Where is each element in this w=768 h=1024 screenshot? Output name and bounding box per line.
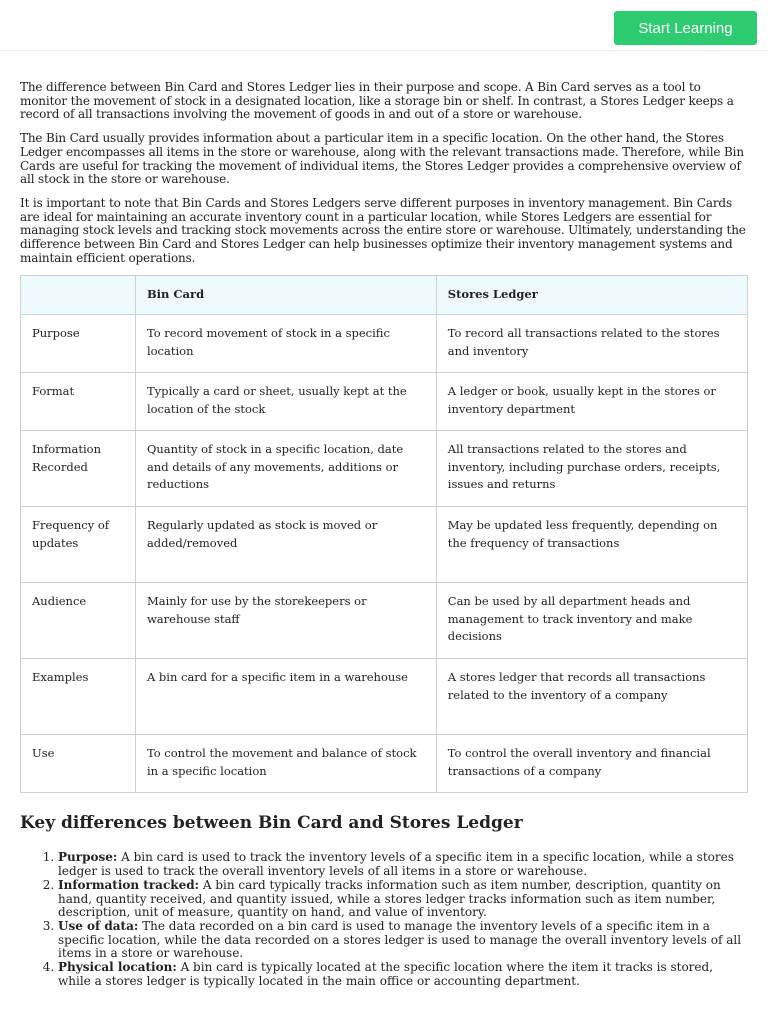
table-row bbox=[21, 583, 748, 659]
table-cell: Mainly for use by the storekeepers or warehouse staff bbox=[135, 583, 436, 659]
table-header: Stores Ledger bbox=[436, 276, 747, 315]
table-cell: Format bbox=[21, 373, 136, 431]
table-header bbox=[21, 276, 136, 315]
start-learning-button[interactable]: Start Learning bbox=[614, 11, 757, 45]
table-cell: Use bbox=[21, 735, 136, 793]
list-item bbox=[58, 851, 748, 878]
table-row bbox=[21, 735, 748, 793]
table-cell: To record movement of stock in a specific location bbox=[135, 315, 436, 373]
intro-paragraph: It is important to note that Bin Cards and Stores Ledgers serve different purposes in inventory management. Bin Cards are ideal for maintaining an accurate inventory count in a particular location, while Stores Ledgers are essential for managing stock levels and tracking stock movements across the entire store or warehouse. Ultimately, understanding the difference between Bin Card and Stores Ledger can help businesses optimize their inventory management systems and maintain efficient operations. bbox=[20, 195, 746, 265]
list-item-text: A bin card typically tracks information such as item number, description, quantity on hand, quantity received, and quantity issued, while a stores ledger tracks information such as item number, description, unit of measure, quantity on hand, and value of inventory. bbox=[58, 877, 721, 920]
table-cell: A ledger or book, usually kept in the stores or inventory department bbox=[436, 373, 747, 431]
table-cell: Quantity of stock in a specific location, date and details of any movements, additions or reductions bbox=[135, 431, 436, 507]
list-item-term: Physical location: bbox=[58, 960, 177, 975]
list-item-text: The data recorded on a bin card is used to manage the inventory levels of a specific item in a specific location, while the data recorded on a stores ledger is used to manage the overall inventory levels of all items in a store or warehouse. bbox=[58, 918, 742, 961]
key-differences-list bbox=[20, 851, 748, 988]
list-item-term: Use of data: bbox=[58, 918, 139, 933]
table-row bbox=[21, 373, 748, 431]
table-row bbox=[21, 507, 748, 583]
table-row bbox=[21, 315, 748, 373]
table-header: Bin Card bbox=[135, 276, 436, 315]
table-row bbox=[21, 659, 748, 735]
list-item-term: Purpose: bbox=[58, 850, 118, 865]
list-item-term: Information tracked: bbox=[58, 877, 200, 892]
table-cell: Audience bbox=[21, 583, 136, 659]
intro-paragraph: The Bin Card usually provides information about a particular item in a specific location. On the other hand, the Stores Ledger encompasses all items in the store or warehouse, along with the relevant transactions made. Therefore, while Bin Cards are useful for tracking the movement of individual items, the Stores Ledger provides a comprehensive overview of all stock in the store or warehouse. bbox=[20, 131, 744, 187]
list-item bbox=[58, 879, 748, 920]
table-cell: May be updated less frequently, depending on the frequency of transactions bbox=[436, 507, 747, 583]
table-cell: Typically a card or sheet, usually kept at the location of the stock bbox=[135, 373, 436, 431]
table-cell: All transactions related to the stores and inventory, including purchase orders, receipts, issues and returns bbox=[436, 431, 747, 507]
table-row bbox=[21, 431, 748, 507]
table-cell: Regularly updated as stock is moved or added/removed bbox=[135, 507, 436, 583]
table-cell: To control the movement and balance of stock in a specific location bbox=[135, 735, 436, 793]
section-heading: Key differences between Bin Card and Stores Ledger bbox=[20, 813, 523, 834]
list-item bbox=[58, 961, 748, 988]
table-cell: To record all transactions related to the stores and inventory bbox=[436, 315, 747, 373]
article bbox=[20, 81, 748, 988]
list-item-text: A bin card is used to track the inventory levels of a specific item in a specific location, while a stores ledger is used to track the overall inventory levels of all items in a store or warehouse. bbox=[58, 850, 734, 879]
top-bar bbox=[0, 0, 768, 51]
comparison-table bbox=[20, 275, 748, 793]
table-cell: Can be used by all department heads and management to track inventory and make decisions bbox=[436, 583, 747, 659]
table-cell: Frequency of updates bbox=[21, 507, 136, 583]
table-cell: Purpose bbox=[21, 315, 136, 373]
table-cell: Examples bbox=[21, 659, 136, 735]
table-cell: To control the overall inventory and financial transactions of a company bbox=[436, 735, 747, 793]
intro-paragraph: The difference between Bin Card and Stores Ledger lies in their purpose and scope. A Bin Card serves as a tool to monitor the movement of stock in a designated location, like a storage bin or shelf. In contrast, a Stores Ledger keeps a record of all transactions involving the movement of goods in and out of a store or warehouse. bbox=[20, 80, 734, 122]
list-item bbox=[58, 920, 748, 961]
table-cell: A bin card for a specific item in a warehouse bbox=[135, 659, 436, 735]
list-item-text: A bin card is typically located at the specific location where the item it tracks is stored, while a stores ledger is typically located in the main office or accounting department. bbox=[58, 960, 714, 988]
table-cell: A stores ledger that records all transactions related to the inventory of a company bbox=[436, 659, 747, 735]
table-cell: Information Recorded bbox=[21, 431, 136, 507]
